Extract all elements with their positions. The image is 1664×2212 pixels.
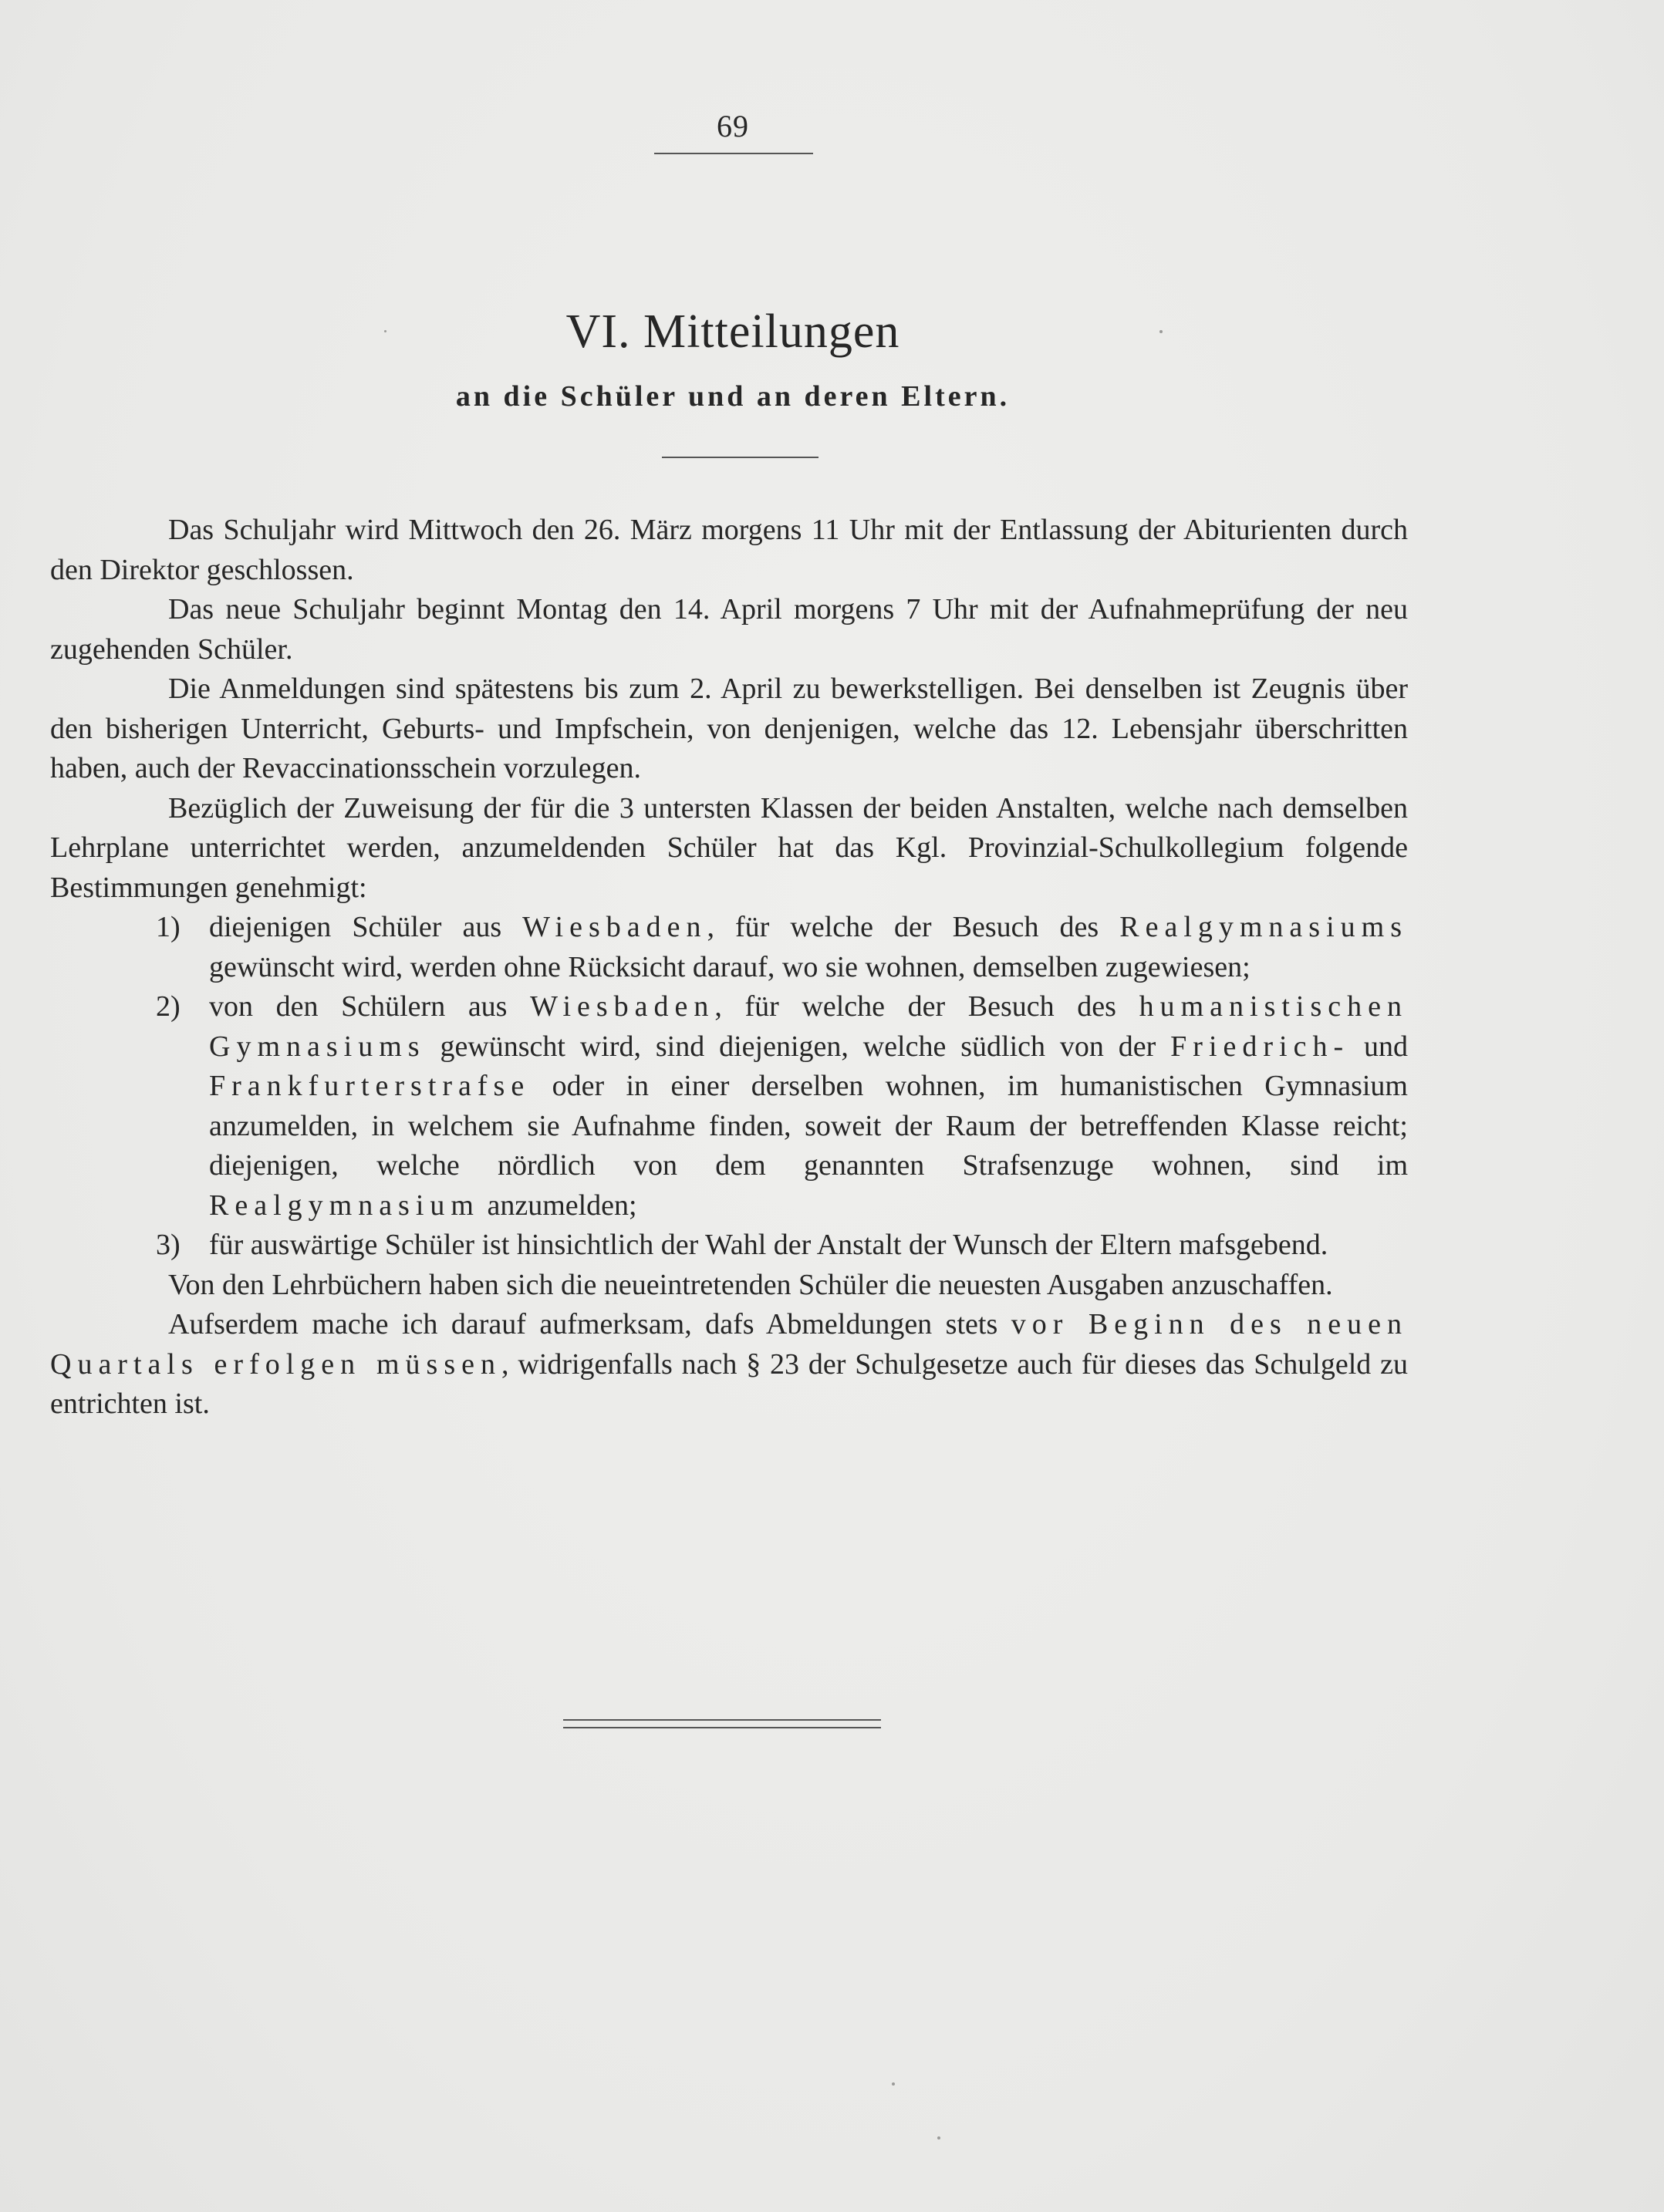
page-number: 69 [717,109,749,143]
list-text: oder in einer derselben wohnen, im humanistischen Gymnasium anzumelden, in welchem sie Aufnahme finden, soweit der Raum der betreffenden Klasse reicht; diejenigen, welche nördlich von dem genannten Strafsenzuge wohnen, sind im [209,1070,1408,1182]
end-double-rule-bottom [563,1727,881,1728]
list-item-3 [50,1226,1408,1266]
page-number-rule [654,153,813,154]
spaced-text: Wiesbaden [522,911,707,943]
paragraph-assignment: Bezüglich der Zuweisung der für die 3 untersten Klassen der beiden Anstalten, welche nach demselben Lehrplane unterrichtet werden, anzumeldenden Schüler hat das Kgl. Provinzial-Schulkollegium folgende Bestimmungen genehmigt: [50,791,1408,904]
spaced-text: Realgymnasiums [1119,911,1408,943]
list-text: von den Schülern aus [209,990,531,1023]
paragraph-textbooks: Von den Lehrbüchern haben sich die neueintretenden Schüler die neuesten Ausgaben anzuschaffen. [168,1268,1333,1301]
paragraph-school-year-end: Das Schuljahr wird Mittwoch den 26. März morgens 11 Uhr mit der Entlassung der Abiturienten durch den Direktor geschlossen. [50,514,1408,586]
paper-speck [892,2082,895,2086]
list-number: 1) [156,911,181,943]
body-text [50,511,1408,1425]
list-text: , für welche der Besuch des [707,911,1120,943]
list-number: 2) [156,990,181,1023]
section-heading: VI. Mitteilungen [565,305,900,358]
list-text: gewünscht wird, werden ohne Rücksicht darauf, wo sie wohnen, demselben zugewiesen; [209,950,1251,983]
heading-rule [662,457,818,458]
list-text: diejenigen Schüler aus [209,911,523,943]
list-text: , für welche der Besuch des [714,990,1139,1023]
paper-speck [1159,330,1163,333]
spaced-text: humanistischen Gymnasiums [209,990,1408,1063]
paragraph-text: Aufserdem mache ich darauf aufmerksam, dafs Abmeldungen stets [168,1308,1011,1340]
paragraph-registrations: Die Anmeldungen sind spätestens bis zum 2. April zu bewerkstelligen. Bei denselben ist Zeugnis über den bisherigen Unterricht, Geburts- und Impfschein, von denjenigen, welche das 12. Lebensjahr überschritten haben, auch der Revaccinationsschein vorzulegen. [50,673,1408,784]
spaced-text: Friedrich- [1170,1030,1350,1063]
list-text: für auswärtige Schüler ist hinsichtlich der Wahl der Anstalt der Wunsch der Eltern mafsgebend. [209,1229,1328,1261]
spaced-text: Wiesbaden [530,990,715,1023]
paragraph-deregistration [50,1305,1408,1425]
list-item-2 [50,987,1408,1226]
spaced-text: vor Beginn des neuen Quartals erfolgen müssen [50,1308,1408,1381]
section-subheading: an die Schüler und an deren Eltern. [455,380,1011,413]
paragraph-text: , widrigenfalls nach § 23 der Schulgesetze auch für dieses das Schulgeld zu entrichten ist. [50,1347,1408,1420]
spaced-text: Frankfurterstrafse [209,1070,531,1102]
list-number: 3) [156,1229,181,1261]
paper-speck [937,2136,940,2140]
list-text: anzumelden; [479,1189,637,1222]
list-text: gewünscht wird, sind diejenigen, welche südlich von der [425,1030,1171,1063]
paragraph-new-school-year: Das neue Schuljahr beginnt Montag den 14. April morgens 7 Uhr mit der Aufnahmeprüfung der neu zugehenden Schüler. [50,593,1408,666]
spaced-text: Realgymnasium [209,1189,480,1222]
list-text: und [1349,1030,1409,1063]
paper-speck [384,330,386,332]
list-item-1 [50,908,1408,987]
end-double-rule-top [563,1719,881,1721]
